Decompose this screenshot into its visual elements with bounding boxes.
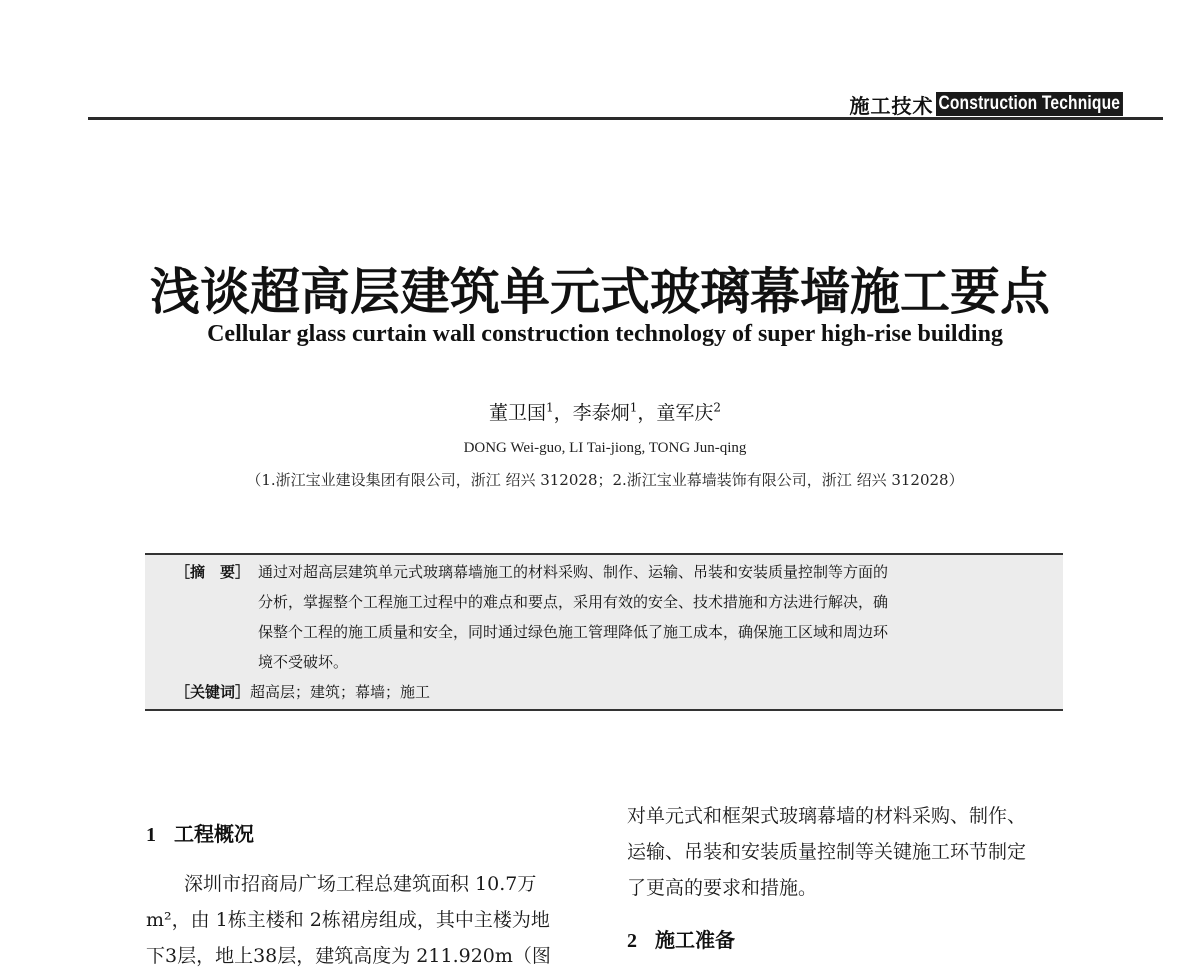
section-2-heading xyxy=(627,924,735,953)
author-2: 李泰炯 xyxy=(572,402,630,424)
body-line: 了更高的要求和措施。 xyxy=(627,877,818,899)
author-3: 童军庆 xyxy=(656,402,714,424)
abstract-line: 分析，掌握整个工程施工过程中的难点和要点，采用有效的安全、技术措施和方法进行解决，确 xyxy=(258,593,889,611)
abstract-label: ［摘 要］ xyxy=(175,563,251,581)
abstract-line: 通过对超高层建筑单元式玻璃幕墙施工的材料采购、制作、运输、吊装和安装质量控制等方面的 xyxy=(258,563,889,581)
section-1-heading xyxy=(146,818,254,847)
section-2-number: 2 xyxy=(627,930,637,952)
author-separator: ， xyxy=(637,402,657,424)
keywords-label: ［关键词］ xyxy=(175,683,251,701)
header-section-en: Construction Technique xyxy=(936,92,1123,116)
header-section-zh: 施工技术 xyxy=(849,93,934,118)
running-header xyxy=(850,91,1164,117)
body-line: m²，由 1栋主楼和 2栋裙房组成，其中主楼为地 xyxy=(146,909,550,931)
abstract-line: 境不受破坏。 xyxy=(258,653,349,671)
keywords-row xyxy=(175,677,430,707)
right-column-body xyxy=(627,798,1067,906)
body-line: 深圳市招商局广场工程总建筑面积 10.7万 xyxy=(184,873,537,895)
title-chinese: 浅谈超高层建筑单元式玻璃幕墙施工要点 xyxy=(150,262,1050,321)
author-separator: ， xyxy=(553,402,573,424)
author-3-affil: 2 xyxy=(713,400,721,415)
body-line: 运输、吊装和安装质量控制等关键施工环节制定 xyxy=(627,841,1027,863)
authors-english: DONG Wei-guo, LI Tai-jiong, TONG Jun-qing xyxy=(463,440,747,456)
section-2-title: 施工准备 xyxy=(655,928,735,952)
author-2-affil: 1 xyxy=(629,400,638,415)
section-1-number: 1 xyxy=(146,824,156,846)
affiliations: （1.浙江宝业建设集团有限公司，浙江 绍兴 312028；2.浙江宝业幕墙装饰有限公司，浙江 绍兴 312028） xyxy=(246,471,964,489)
title-english: Cellular glass curtain wall construction technology of super high-rise building xyxy=(207,321,1003,347)
keywords-value: 超高层；建筑；幕墙；施工 xyxy=(250,683,431,701)
author-1-affil: 1 xyxy=(546,400,554,415)
abstract-box xyxy=(145,553,1063,711)
section-1-body xyxy=(146,866,586,974)
header-rule xyxy=(88,117,1163,120)
author-1: 董卫国 xyxy=(489,402,547,424)
body-line: 对单元式和框架式玻璃幕墙的材料采购、制作、 xyxy=(627,805,1027,827)
body-line: 下3层，地上38层，建筑高度为 211.920m（图 xyxy=(146,945,551,967)
authors-chinese xyxy=(0,398,1200,425)
abstract-line: 保整个工程的施工质量和安全，同时通过绿色施工管理降低了施工成本，确保施工区域和周边环 xyxy=(258,623,889,641)
abstract-text xyxy=(258,557,1024,677)
section-1-title: 工程概况 xyxy=(174,822,254,846)
